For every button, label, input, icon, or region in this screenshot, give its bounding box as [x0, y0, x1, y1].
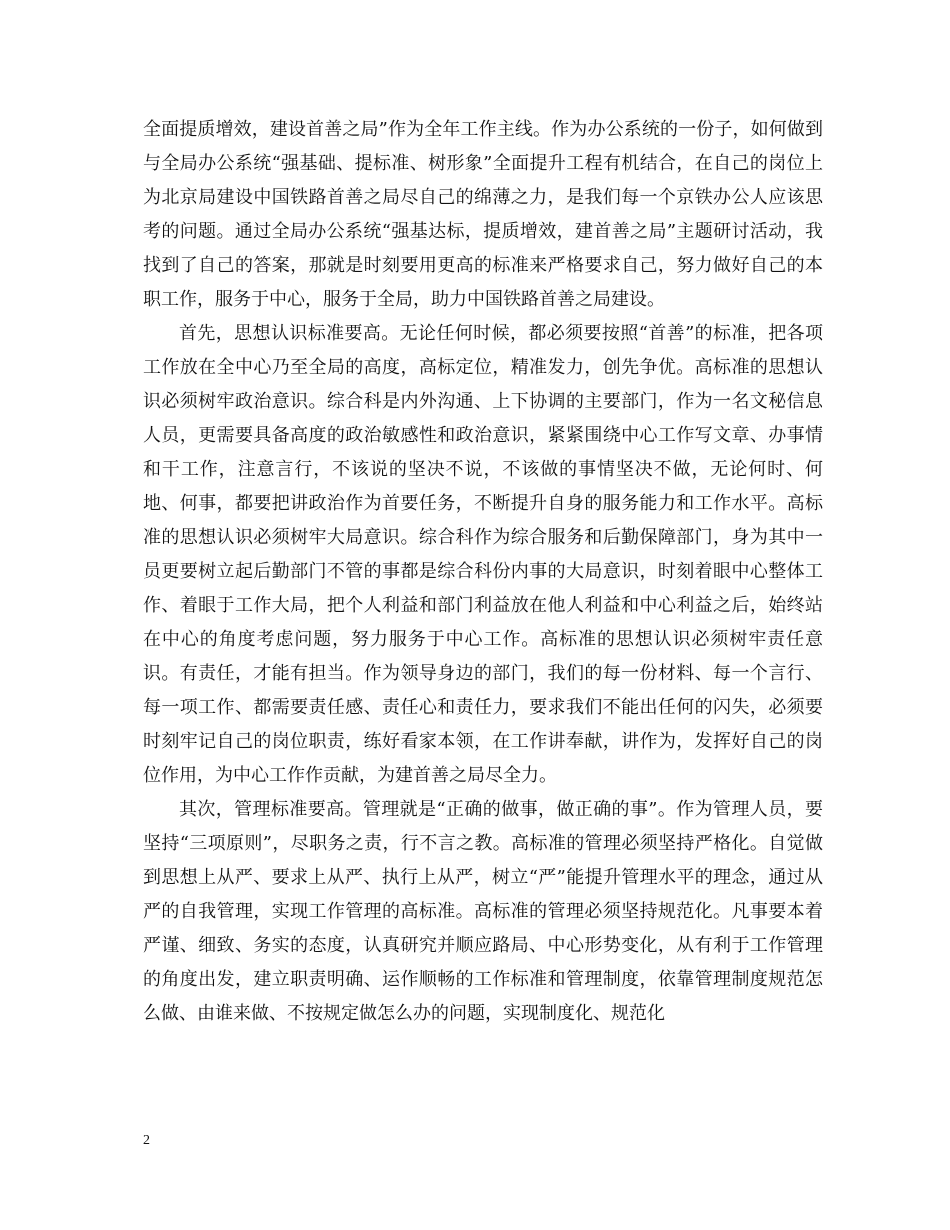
document-body — [143, 113, 823, 1031]
paragraph-2: 首先，思想认识标准要高。无论任何时候，都必须要按照“首善”的标准，把各项工作放在全中心乃至全局的高度，高标定位，精准发力，创先争优。高标准的思想认识必须树牢政治意识。综合科是内外沟通、上下协调的主要部门，作为一名文秘信息人员，更需要具备高度的政治敏感性和政治意识，紧紧围绕中心工作写文章、办事情和干工作，注意言行，不该说的坚决不说，不该做的事情坚决不做，无论何时、何地、何事，都要把讲政治作为首要任务，不断提升自身的服务能力和工作水平。高标准的思想认识必须树牢大局意识。综合科作为综合服务和后勤保障部门，身为其中一员更要树立起后勤部门不管的事都是综合科份内事的大局意识，时刻着眼中心整体工作、着眼于工作大局，把个人利益和部门利益放在他人利益和中心利益之后，始终站在中心的角度考虑问题，努力服务于中心工作。高标准的思想认识必须树牢责任意识。有责任，才能有担当。作为领导身边的部门，我们的每一份材料、每一个言行、每一项工作、都需要责任感、责任心和责任力，要求我们不能出任何的闪失，必须要时刻牢记自己的岗位职责，练好看家本领，在工作讲奉献，讲作为，发挥好自己的岗位作用，为中心工作作贡献，为建首善之局尽全力。 — [143, 323, 823, 786]
paragraph-3: 其次，管理标准要高。管理就是“正确的做事，做正确的事”。作为管理人员，要坚持“三项原则”，尽职务之责，行不言之教。高标准的管理必须坚持严格化。自觉做到思想上从严、要求上从严、执行上从严，树立“严”能提升管理水平的理念，通过从严的自我管理，实现工作管理的高标准。高标准的管理必须坚持规范化。凡事要本着严谨、细致、务实的态度，认真研究并顺应路局、中心形势变化，从有利于工作管理的角度出发，建立职责明确、运作顺畅的工作标准和管理制度，依靠管理制度规范怎么做、由谁来做、不按规定做怎么办的问题，实现制度化、规范化 — [143, 799, 823, 1024]
page-number: 2 — [143, 1133, 150, 1148]
paragraph-1: 全面提质增效，建设首善之局”作为全年工作主线。作为办公系统的一份子，如何做到与全局办公系统“强基础、提标准、树形象”全面提升工程有机结合，在自己的岗位上为北京局建设中国铁路首善之局尽自己的绵薄之力，是我们每一个京铁办公人应该思考的问题。通过全局办公系统“强基达标，提质增效，建首善之局”主题研讨活动，我找到了自己的答案，那就是时刻要用更高的标准来严格要求自己，努力做好自己的本职工作，服务于中心，服务于全局，助力中国铁路首善之局建设。 — [143, 119, 823, 310]
